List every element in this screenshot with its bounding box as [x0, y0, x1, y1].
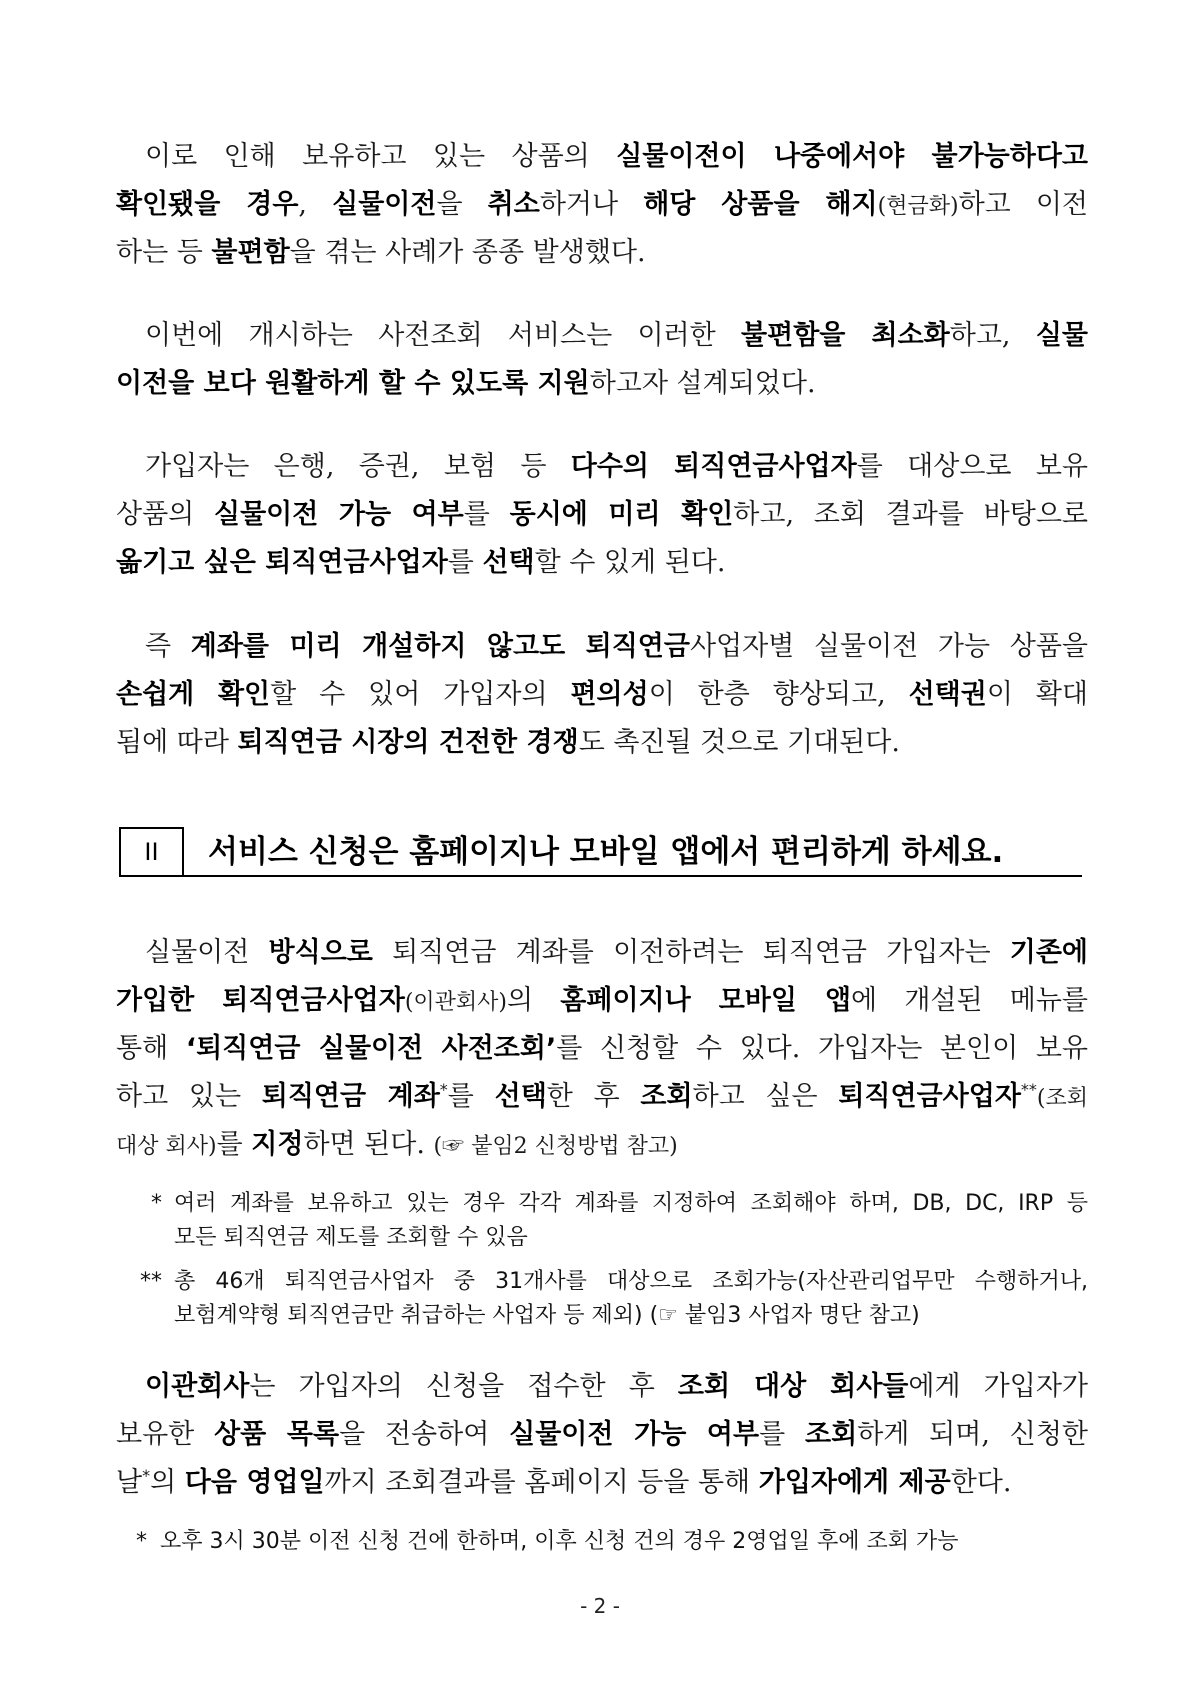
text-line — [116, 491, 1088, 539]
text-line — [116, 312, 1088, 360]
text-run: 까지 조회결과를 홈페이지 등을 통해 — [324, 1467, 759, 1498]
text-run: 보유한 — [116, 1419, 215, 1450]
text-run: 하는 등 — [116, 237, 212, 268]
text-run: 실물이전 — [145, 937, 269, 968]
text-line — [116, 133, 1088, 181]
text-run: 가입자는 은행, 증권, 보험 등 — [145, 451, 571, 482]
small-text-run: (현금화) — [877, 194, 959, 219]
text-line — [116, 719, 1088, 767]
bold-text-run: 기존에 — [1009, 937, 1088, 968]
text-run: 하거나 — [539, 189, 644, 220]
footnote-reference: * — [439, 1080, 448, 1099]
text-run: 이 확대 — [986, 679, 1088, 710]
bold-text-run: 퇴직연금 계좌 — [261, 1081, 440, 1112]
text-run: 을 — [436, 189, 488, 220]
bold-text-run: 선택권 — [908, 679, 987, 710]
text-run: 를 — [759, 1419, 806, 1450]
bold-text-run: 확인됐을 경우 — [116, 189, 299, 220]
text-run: 하고, 조회 결과를 바탕으로 — [733, 499, 1088, 530]
bold-text-run: 다수의 퇴직연금사업자 — [570, 451, 857, 482]
text-run: 하고, — [949, 320, 1036, 351]
text-line — [116, 229, 1088, 277]
bold-text-run: 지정 — [251, 1129, 304, 1160]
footnote-reference: ** — [1020, 1080, 1037, 1099]
bold-text-run: 불편함을 최소화 — [741, 320, 950, 351]
text-run: 이로 인해 보유하고 있는 상품의 — [145, 141, 617, 172]
text-run: 하면 된다. — [303, 1129, 434, 1160]
text-run: 이 한층 향상되고, — [648, 679, 909, 710]
bold-text-run: 옮기고 싶은 퇴직연금사업자 — [116, 547, 448, 578]
text-run: 하고자 설계되었다. — [589, 368, 816, 399]
section-number-box — [119, 827, 184, 877]
bold-text-run: 실물이전 가능 여부 — [509, 1419, 760, 1450]
text-run: 는 가입자의 신청을 접수한 후 — [249, 1371, 678, 1402]
small-text-run: 대상 회사) — [116, 1134, 217, 1159]
text-run: 사업자별 실물이전 가능 상품을 — [689, 631, 1088, 662]
text-run: 통해 — [116, 1033, 186, 1064]
text-line — [116, 443, 1088, 491]
text-run: 상품의 — [116, 499, 214, 530]
bold-text-run: 실물이전 — [332, 189, 437, 220]
bold-text-run: 손쉽게 확인 — [116, 679, 271, 710]
text-run: 이번에 개시하는 사전조회 서비스는 이러한 — [145, 320, 742, 351]
footnote-marker: * — [151, 1191, 162, 1216]
bold-text-run: 편의성 — [570, 679, 649, 710]
paragraph-transfer-problems — [116, 133, 1088, 277]
text-run: 한 후 — [546, 1081, 641, 1112]
bold-text-run: 실물이전이 나중에서야 불가능하다고 — [616, 141, 1088, 172]
bold-text-run: 계좌를 미리 개설하지 않고도 퇴직연금 — [190, 631, 690, 662]
text-line — [116, 1025, 1088, 1073]
bold-text-run: 조회 대상 회사들 — [677, 1371, 909, 1402]
text-run: 를 대상으로 보유 — [856, 451, 1088, 482]
paragraph-expected-effects — [116, 623, 1088, 767]
bold-text-run: 퇴직연금 시장의 건전한 경쟁 — [237, 727, 579, 758]
small-text-run: (☞ 붙임2 신청방법 참고) — [433, 1134, 678, 1159]
bold-text-run: 방식으로 — [268, 937, 373, 968]
bold-text-run: 동시에 미리 확인 — [509, 499, 734, 530]
text-run: 퇴직연금 계좌를 이전하려는 퇴직연금 가입자는 — [372, 937, 1010, 968]
bold-text-run: 실물이전 가능 여부 — [214, 499, 464, 530]
text-run: 를 — [447, 547, 483, 578]
bold-text-run: 다음 영업일 — [184, 1467, 325, 1498]
footnote-line: 총 46개 퇴직연금사업자 중 31개사를 대상으로 조회가능(자산관리업무만 수행하거나, — [174, 1269, 1088, 1294]
text-run: 를 — [463, 499, 510, 530]
footnote-line: 오후 3시 30분 이전 신청 건에 한하며, 이후 신청 건의 경우 2영업일 후에 조회 가능 — [160, 1529, 959, 1554]
footnote-marker: ** — [140, 1269, 162, 1294]
text-line — [116, 671, 1088, 719]
text-run: 하게 되며, 신청한 — [857, 1419, 1088, 1450]
text-run: 날 — [116, 1467, 143, 1498]
bold-text-run: 이관회사 — [145, 1371, 250, 1402]
text-line — [116, 1363, 1088, 1411]
text-run: 에게 가입자가 — [908, 1371, 1088, 1402]
bold-text-run: 퇴직연금사업자 — [838, 1081, 1021, 1112]
text-line — [116, 1121, 1088, 1169]
text-line — [116, 929, 1088, 977]
text-line — [116, 360, 1088, 408]
bold-text-run: ‘퇴직연금 실물이전 사전조회’ — [185, 1033, 557, 1064]
text-line — [116, 1459, 1088, 1507]
paragraph-simultaneous-check — [116, 443, 1088, 587]
footnote-text — [174, 1265, 1088, 1333]
text-run: 의 — [150, 1467, 185, 1498]
section-title: 서비스 신청은 홈페이지나 모바일 앱에서 편리하게 하세요. — [208, 834, 1004, 870]
bold-text-run: 실물 — [1035, 320, 1088, 351]
text-run: 할 수 있게 된다. — [534, 547, 726, 578]
bold-text-run: 선택 — [494, 1081, 547, 1112]
text-run: 를 — [216, 1129, 252, 1160]
bold-text-run: 불편함 — [211, 237, 290, 268]
text-run: 도 촉진될 것으로 기대된다. — [578, 727, 900, 758]
footnote-text — [160, 1525, 1088, 1559]
bold-text-run: 상품 목록 — [214, 1419, 340, 1450]
text-run: 하고 있는 — [116, 1081, 262, 1112]
paragraph-how-to-apply — [116, 929, 1088, 1169]
text-run: 됨에 따라 — [116, 727, 238, 758]
text-line — [116, 539, 1088, 587]
text-run: 에 개설된 메뉴를 — [851, 985, 1088, 1016]
section-number: II — [144, 838, 159, 866]
bold-text-run: 가입자에게 제공 — [758, 1467, 951, 1498]
bold-text-run: 이전을 보다 원활하게 할 수 있도록 지원 — [116, 368, 590, 399]
text-line — [116, 623, 1088, 671]
small-text-run: (이관회사) — [404, 990, 508, 1015]
text-run: 즉 — [145, 631, 191, 662]
text-line — [116, 1411, 1088, 1459]
text-run: 를 신청할 수 있다. 가입자는 본인이 보유 — [556, 1033, 1088, 1064]
text-run: 의 — [507, 985, 561, 1016]
footnote-line: 여러 계좌를 보유하고 있는 경우 각각 계좌를 지정하여 조회해야 하며, DB, DC, IRP 등 — [174, 1191, 1088, 1216]
bold-text-run: 조회 — [640, 1081, 693, 1112]
text-line — [116, 181, 1088, 229]
footnote-marker: * — [136, 1529, 147, 1554]
text-run: 한다. — [950, 1467, 1012, 1498]
bold-text-run: 조회 — [805, 1419, 858, 1450]
small-text-run: (조회 — [1036, 1086, 1088, 1111]
bold-text-run: 가입한 퇴직연금사업자 — [116, 985, 405, 1016]
paragraph-service-purpose — [116, 312, 1088, 408]
page-number: - 2 - — [580, 1594, 620, 1618]
text-run: 하고 싶은 — [692, 1081, 839, 1112]
text-run: 을 겪는 사례가 종종 발생했다. — [289, 237, 646, 268]
footnote-text — [174, 1187, 1088, 1255]
text-run: 할 수 있어 가입자의 — [270, 679, 571, 710]
bold-text-run: 선택 — [482, 547, 535, 578]
paragraph-inquiry-process — [116, 1363, 1088, 1507]
bold-text-run: 해당 상품을 해지 — [643, 189, 878, 220]
footnote-line: 모든 퇴직연금 제도를 조회할 수 있음 — [174, 1225, 528, 1250]
bold-text-run: 홈페이지나 모바일 앱 — [560, 985, 852, 1016]
section-heading-rule — [119, 875, 1082, 877]
footnote-line: 보험계약형 퇴직연금만 취급하는 사업자 등 제외) (☞ 붙임3 사업자 명단 참고) — [174, 1303, 920, 1328]
text-line — [116, 977, 1088, 1025]
text-run: 하고 이전 — [958, 189, 1088, 220]
text-line — [116, 1073, 1088, 1121]
footnote-reference: * — [142, 1466, 151, 1485]
text-run: 을 전송하여 — [339, 1419, 510, 1450]
text-run: , — [298, 189, 333, 220]
bold-text-run: 취소 — [487, 189, 540, 220]
text-run: 를 — [447, 1081, 495, 1112]
